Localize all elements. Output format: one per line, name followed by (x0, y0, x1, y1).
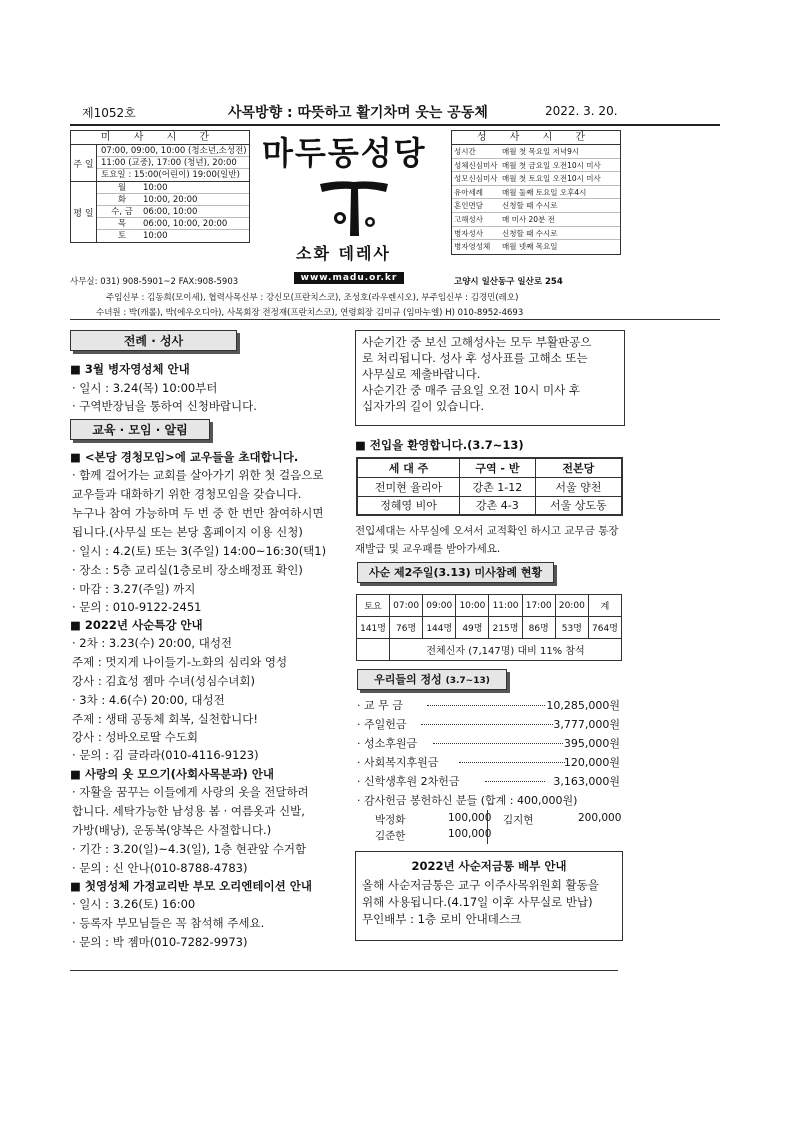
sacrament-schedule-title: 성 사 시 간 (452, 131, 620, 145)
donor-name: 김준한 (375, 830, 406, 842)
weekday-time: 06:00, 10:00, 20:00 (143, 219, 228, 229)
notice-line: · 2차 : 3.23(수) 20:00, 대성전 (72, 636, 233, 650)
sacrament-row (452, 199, 620, 213)
mass-schedule-title: 미 사 시 간 (71, 131, 249, 145)
sacrament-name: 병자성사 (454, 228, 483, 238)
weekday-time: 06:00, 10:00 (143, 207, 198, 217)
sacrament-row (452, 159, 620, 173)
notice-heading: ■ <본당 경청모임>에 교우들을 초대합니다. (70, 450, 299, 464)
column-header: 전본당 (535, 458, 622, 477)
table-cell: 전미현 율리아 (357, 477, 460, 496)
sacrament-row (452, 186, 620, 200)
weekday-row (97, 206, 249, 218)
sacrament-desc: 신청할 때 수시로 (502, 228, 558, 238)
table-row (357, 639, 622, 661)
notice-line: 강사 : 성바오로딸 수도회 (72, 730, 198, 744)
box-line: 위해 사용됩니다.(4.17일 이후 사무실로 반납) (362, 895, 593, 909)
weekday-day: 토 (117, 231, 127, 241)
notice-line: 가방(배낭), 운동복(양복은 사절합니다.) (72, 823, 272, 837)
offering-label: · 주일헌금 (357, 718, 407, 731)
sacrament-desc: 매월 첫 금요일 오전10시 미사 (502, 160, 601, 170)
table-cell: 서울 상도동 (535, 496, 622, 515)
offerings-tag-label: 우리들의 정성 (374, 673, 442, 686)
sacrament-desc: 신청할 때 수시로 (502, 201, 558, 211)
notice-line: 주제 : 생태 공동체 회복, 실천합니다! (72, 712, 258, 726)
table-cell: 53명 (555, 617, 588, 639)
weekday-time: 10:00 (143, 183, 168, 193)
offering-amount: 3,163,000원 (553, 775, 620, 788)
offering-row (357, 735, 620, 751)
issue-date: 2022. 3. 20. (545, 104, 618, 118)
weekday-row (97, 194, 249, 206)
table-row (357, 617, 622, 639)
dot-leader (485, 781, 545, 782)
table-cell: 강촌 1-12 (460, 477, 536, 496)
notice-line: · 등록자 부모님들은 꼭 참석해 주세요. (72, 916, 265, 930)
welcome-heading: ■ 전입을 환영합니다.(3.7~13) (355, 438, 524, 452)
weekday-label: 평 일 (71, 182, 97, 242)
table-cell: 764명 (588, 617, 621, 639)
notice-line: · 문의 : 신 안나(010-8788-4783) (72, 861, 248, 875)
sacrament-name: 유아세례 (454, 187, 483, 197)
table-cell: 215명 (489, 617, 522, 639)
notice-line: 누구나 참여 가능하며 두 번 중 한 번만 참여하시면 (72, 506, 324, 520)
sacrament-desc: 매월 둘째 토요일 오후4시 (502, 187, 587, 197)
sacrament-name: 고해성사 (454, 214, 483, 224)
column-header: 11:00 (489, 595, 522, 617)
offering-amount: 3,777,000원 (553, 718, 620, 731)
column-header: 07:00 (390, 595, 423, 617)
sunday-row: 07:00, 09:00, 10:00 (청소년,소성전) (97, 145, 249, 157)
donor-name: 박정화 (375, 814, 406, 826)
notice-heading: ■ 2022년 사순특강 안내 (70, 618, 203, 632)
column-header: 구역 - 반 (460, 458, 536, 477)
sacrament-name: 병자영성체 (454, 242, 491, 252)
sacrament-desc: 매월 첫 목요일 저녁9시 (502, 147, 580, 156)
dot-leader (433, 743, 563, 744)
patron-saint: 소화 데레사 (296, 244, 391, 263)
box-title: 2022년 사순저금통 배부 안내 (411, 859, 567, 873)
parish-address: 고양시 일산동구 일산로 254 (454, 277, 563, 287)
column-header: 17:00 (522, 595, 555, 617)
donor-name: 김지현 (503, 814, 534, 826)
offering-label: · 사회복지후원금 (357, 756, 439, 769)
offerings-period: (3.7~13) (445, 676, 490, 686)
weekday-time: 10:00 (143, 231, 168, 241)
weekday-day: 월 (117, 183, 127, 193)
box-line: 사무실로 제출바랍니다. (362, 367, 481, 381)
weekday-row (97, 182, 249, 194)
notice-line: 강사 : 김효성 젬마 수녀(성심수녀회) (72, 674, 255, 688)
offering-label: · 성소후원금 (357, 737, 418, 750)
weekday-row (97, 218, 249, 230)
sacrament-row (452, 213, 620, 227)
welcome-note: 전입세대는 사무실에 오셔서 교적확인 하시고 교무금 통장 (355, 525, 619, 537)
table-cell: 86명 (522, 617, 555, 639)
weekday-group (71, 182, 249, 242)
sacrament-row (452, 172, 620, 186)
header-rule (70, 124, 720, 126)
box-line: 무인배부 : 1층 로비 안내데스크 (362, 912, 522, 926)
notice-line: · 문의 : 김 글라라(010-4116-9123) (72, 748, 259, 762)
sacrament-schedule-table (451, 130, 621, 255)
dot-leader (421, 724, 553, 725)
box-line: 올해 사순저금통은 교구 이주사목위원회 활동을 (362, 878, 599, 892)
table-row (357, 477, 622, 496)
notice-line: · 마감 : 3.27(주일) 까지 (72, 582, 196, 596)
dot-leader (427, 705, 545, 706)
table-cell-empty (357, 639, 390, 661)
weekday-row (97, 230, 249, 242)
bottom-rule (70, 970, 618, 971)
box-line: 사순기간 중 매주 금요일 오전 10시 미사 후 (362, 383, 580, 397)
box-line: 사순기간 중 보신 고해성사는 모두 부활판공으 (362, 335, 592, 349)
staff-line: 주임신부 : 김동희(모이세), 협력사목신부 : 강신모(프란치스코), 조성호(라우렌시오), 부주임신부 : 김경민(레오) (106, 293, 519, 303)
table-cell: 서울 양천 (535, 477, 622, 496)
notice-line: · 장소 : 5층 교리실(1층로비 장소배정표 확인) (72, 563, 303, 577)
sunday-label: 주 일 (71, 145, 97, 181)
staff-line: 수녀원 : 박(캐롤), 박(에우오디아), 사목회장 전정재(프란치스코), 연령회장 김미규 (임마누엘) H) 010-8952-4693 (96, 308, 524, 318)
box-line: 로 처리됩니다. 성사 후 성사표를 고해소 또는 (362, 351, 588, 365)
welcome-table (356, 457, 623, 516)
box-line: 십자가의 길이 있습니다. (362, 399, 485, 413)
table-cell: 강촌 4-3 (460, 496, 536, 515)
offering-amount: 10,285,000원 (546, 699, 620, 712)
piggy-bank-notice-box (355, 851, 623, 941)
donor-amount: 100,000 (448, 812, 492, 824)
parish-name: 마두동성당 (262, 134, 427, 172)
notice-line: · 구역반장님을 통하여 신청바랍니다. (72, 399, 257, 413)
weekday-day: 수, 금 (111, 207, 133, 217)
dot-leader (459, 762, 565, 763)
offering-label: · 교 무 금 (357, 699, 403, 712)
sacrament-row (452, 227, 620, 241)
sacrament-desc: 매 미사 20분 전 (502, 214, 555, 224)
notice-heading: ■ 사랑의 옷 모으기(사회사목분과) 안내 (70, 767, 275, 781)
section-rule (70, 319, 720, 320)
pastoral-motto: 사목방향 : 따뜻하고 활기차며 웃는 공동체 (228, 105, 488, 121)
column-header: 세 대 주 (357, 458, 460, 477)
sacrament-name: 성시간 (454, 147, 476, 156)
offering-amount: 395,000원 (563, 737, 620, 750)
donor-divider (487, 810, 488, 844)
sunday-group (71, 145, 249, 182)
website-link[interactable]: www.madu.or.kr (294, 272, 404, 284)
column-header: 계 (588, 595, 621, 617)
offering-row (357, 754, 620, 770)
sacrament-desc: 매월 넷째 목요일 (502, 242, 558, 252)
section-tag-liturgy: 전례 · 성사 (70, 330, 237, 351)
attendance-table (356, 594, 622, 661)
offering-row (357, 697, 620, 713)
table-cell: 정혜영 비아 (357, 496, 460, 515)
notice-heading: ■ 첫영성체 가정교리반 부모 오리엔테이션 안내 (70, 879, 312, 893)
sunday-row: 토요일 : 15:00(어린이) 19:00(일반) (101, 170, 240, 180)
notice-line: · 일시 : 3.26(토) 16:00 (72, 897, 196, 911)
notice-line: 주제 : 멋지게 나이들기-노화의 심리와 영성 (72, 655, 288, 669)
donor-amount: 100,000 (448, 828, 492, 840)
notice-line: · 일시 : 3.24(목) 10:00부터 (72, 381, 218, 395)
section-tag-education: 교육 · 모임 · 알림 (70, 419, 210, 440)
sacrament-desc: 매월 첫 토요일 오전10시 미사 (502, 174, 601, 184)
table-row (357, 496, 622, 515)
table-cell: 141명 (357, 617, 390, 639)
table-header-row (357, 595, 622, 617)
notice-line: 교우들과 대화하기 위한 경청모임을 갖습니다. (72, 487, 302, 501)
notice-line: 합니다. 세탁가능한 남성용 봄 · 여름옷과 신발, (72, 804, 305, 818)
sunday-row: 11:00 (교중), 17:00 (청년), 20:00 (97, 157, 249, 169)
welcome-note: 재발급 및 교우패를 받아가세요. (355, 543, 501, 555)
cross-logo-icon (318, 170, 390, 240)
column-header: 20:00 (555, 595, 588, 617)
column-header: 10:00 (456, 595, 489, 617)
offering-row (357, 716, 620, 732)
table-cell: 76명 (390, 617, 423, 639)
notice-line: · 일시 : 4.2(토) 또는 3(주일) 14:00~16:30(택1) (72, 544, 327, 558)
sacrament-row (452, 145, 620, 159)
donor-amount: 200,000 (578, 812, 622, 824)
sacrament-name: 성체신심미사 (454, 160, 498, 170)
weekday-day: 화 (117, 195, 127, 205)
mass-schedule-table (70, 130, 250, 243)
office-contact: 사무실: 031) 908-5901~2 FAX:908-5903 (70, 277, 239, 287)
attendance-tag: 사순 제2주일(3.13) 미사참례 현황 (357, 562, 554, 583)
offering-label: · 신학생후원 2차헌금 (357, 775, 460, 788)
notice-heading: ■ 3월 병자영성체 안내 (70, 362, 190, 376)
table-header-row (357, 458, 622, 477)
offering-amount: 120,000원 (563, 756, 620, 769)
notice-line: · 3차 : 4.6(수) 20:00, 대성전 (72, 693, 225, 707)
table-cell: 144명 (423, 617, 456, 639)
notice-line: · 기간 : 3.20(일)~4.3(일), 1층 현관앞 수거함 (72, 842, 307, 856)
issue-number: 제1052호 (82, 106, 136, 120)
lent-confession-box (355, 330, 625, 426)
attendance-total: 전체신자 (7,147명) 대비 11% 참석 (390, 639, 622, 661)
notice-line: · 자활을 꿈꾸는 이들에게 사랑의 옷을 전달하려 (72, 785, 309, 799)
sacrament-row (452, 240, 620, 254)
offerings-tag (357, 669, 507, 690)
weekday-time: 10:00, 20:00 (143, 195, 198, 205)
notice-line: · 문의 : 010-9122-2451 (72, 600, 202, 614)
column-header: 토요 (357, 595, 390, 617)
offering-row (357, 773, 620, 789)
sacrament-name: 성모신심미사 (454, 174, 498, 184)
notice-line: · 문의 : 박 젬마(010-7282-9973) (72, 935, 248, 949)
notice-line: 됩니다.(사무실 또는 본당 홈페이지 이용 신청) (72, 525, 303, 539)
weekday-day: 목 (117, 219, 127, 229)
notice-line: · 함께 걸어가는 교회를 살아가기 위한 첫 걸음으로 (72, 468, 324, 482)
table-cell: 49명 (456, 617, 489, 639)
donor-heading: · 감사헌금 봉헌하신 분들 (합계 : 400,000원) (357, 794, 578, 807)
sacrament-name: 혼인면담 (454, 201, 483, 211)
column-header: 09:00 (423, 595, 456, 617)
